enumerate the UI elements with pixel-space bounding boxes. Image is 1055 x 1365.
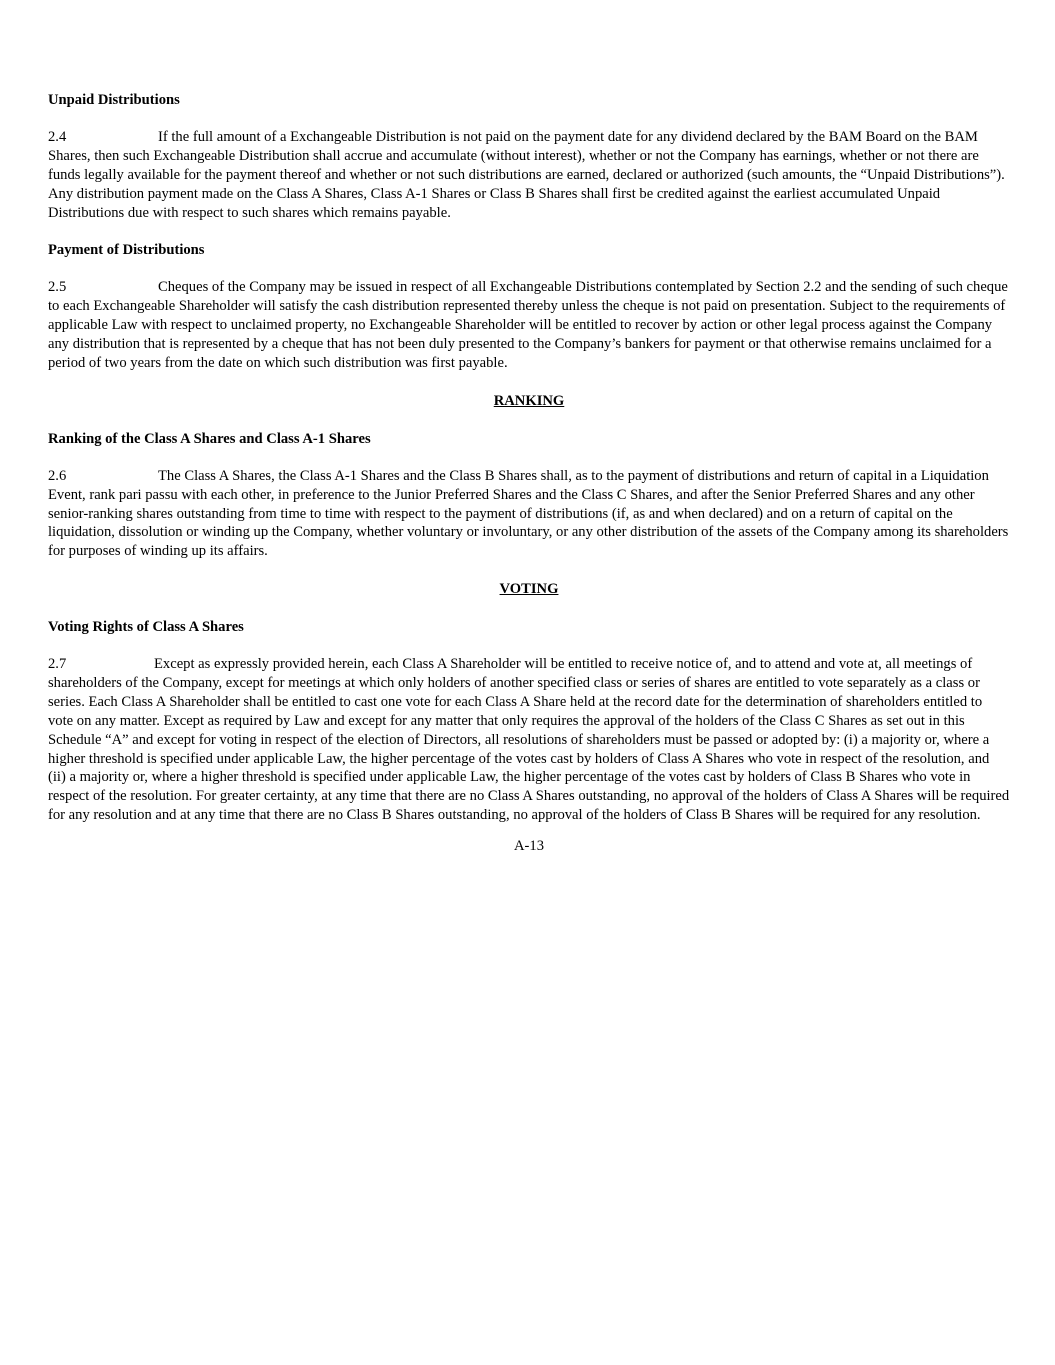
document-page <box>48 91 1010 856</box>
paragraph-2-7 <box>48 655 1010 825</box>
page-number: A-13 <box>514 838 544 855</box>
paragraph-text: The Class A Shares, the Class A-1 Shares and the Class B Shares shall, as to the payment of distributions and return of capital in a Liquidation Event, rank pari passu with each other, in preference to the Junior Preferred Shares and the Class C Shares, and after the Senior Preferred Shares and any other senior-ranking shares outstanding from time to time with respect to the payment of distributions (if, as and when declared) and on a return of capital on the liquidation, dissolution or winding up the Company, whether voluntary or involuntary, or any other distribution of the assets of the Company among its shareholders for purposes of winding up its affairs. <box>48 467 1009 560</box>
article-heading-voting: VOTING <box>499 581 559 598</box>
paragraph-number: 2.5 <box>48 279 67 296</box>
section-heading-unpaid-distributions: Unpaid Distributions <box>48 92 180 108</box>
section-heading-payment-of-distributions: Payment of Distributions <box>48 242 205 259</box>
paragraph-2-6 <box>48 467 1010 562</box>
paragraph-2-5 <box>48 278 1010 373</box>
paragraph-number: 2.7 <box>48 656 67 673</box>
paragraph-text: Cheques of the Company may be issued in respect of all Exchangeable Distributions contemplated by Section 2.2 and the sending of such cheque to each Exchangeable Shareholder will satisfy the cash distribution represented thereby unless the cheque is not paid on presentation. Subject to the requirements of applicable Law with respect to unclaimed property, no Exchangeable Shareholder will be entitled to recover by action or other legal process against the Company any distribution that is represented by a cheque that has not been duly presented to the Company’s bankers for payment or that otherwise remains unclaimed for a period of two years from the date on which such distribution was first payable. <box>48 279 1008 371</box>
paragraph-2-4 <box>48 128 1010 223</box>
section-heading-voting-rights: Voting Rights of Class A Shares <box>48 619 244 636</box>
section-heading-ranking-class-a: Ranking of the Class A Shares and Class A-1 Shares <box>48 430 371 447</box>
article-heading-ranking: RANKING <box>493 392 565 409</box>
paragraph-text: If the full amount of a Exchangeable Distribution is not paid on the payment date for any dividend declared by the BAM Board on the BAM Shares, then such Exchangeable Distribution shall accrue and accumulate (without interest), whether or not the Company has earnings, whether or not there are funds legally available for the payment thereof and whether or not such distributions are earned, declared or authorized (such amounts, the “Unpaid Distributions”). Any distribution payment made on the Class A Shares, Class A-1 Shares or Class B Shares shall first be credited against the earliest accumulated Unpaid Distributions due with respect to such shares which remains payable. <box>48 128 1005 221</box>
paragraph-text: Except as expressly provided herein, each Class A Shareholder will be entitled to receive notice of, and to attend and vote at, all meetings of shareholders of the Company, except for meetings at which only holders of another specified class or series of shares are entitled to vote separately as a class or series. Each Class A Shareholder shall be entitled to cast one vote for each Class A Share held at the record date for the determination of shareholders entitled to vote on any matter. Except as required by Law and except for any matter that only requires the approval of the holders of the Class C Shares as set out in this Schedule “A” and except for voting in respect of the election of Directors, all resolutions of shareholders must be passed or adopted by: (i) a majority or, where a higher threshold is specified under applicable Law, the higher percentage of the votes cast by holders of Class A Shares who vote in respect of the resolution, and (ii) a majority or, where a higher threshold is specified under applicable Law, the higher percentage of the votes cast by holders of Class B Shares who vote in respect of the resolution. For greater certainty, at any time that there are no Class A Shares outstanding, no approval of the holders of Class A Shares will be required for any resolution and at any time that there are no Class B Shares outstanding, no approval of the holders of Class B Shares will be required for any resolution. <box>48 656 1010 824</box>
paragraph-number: 2.4 <box>48 128 67 145</box>
paragraph-number: 2.6 <box>48 467 67 484</box>
